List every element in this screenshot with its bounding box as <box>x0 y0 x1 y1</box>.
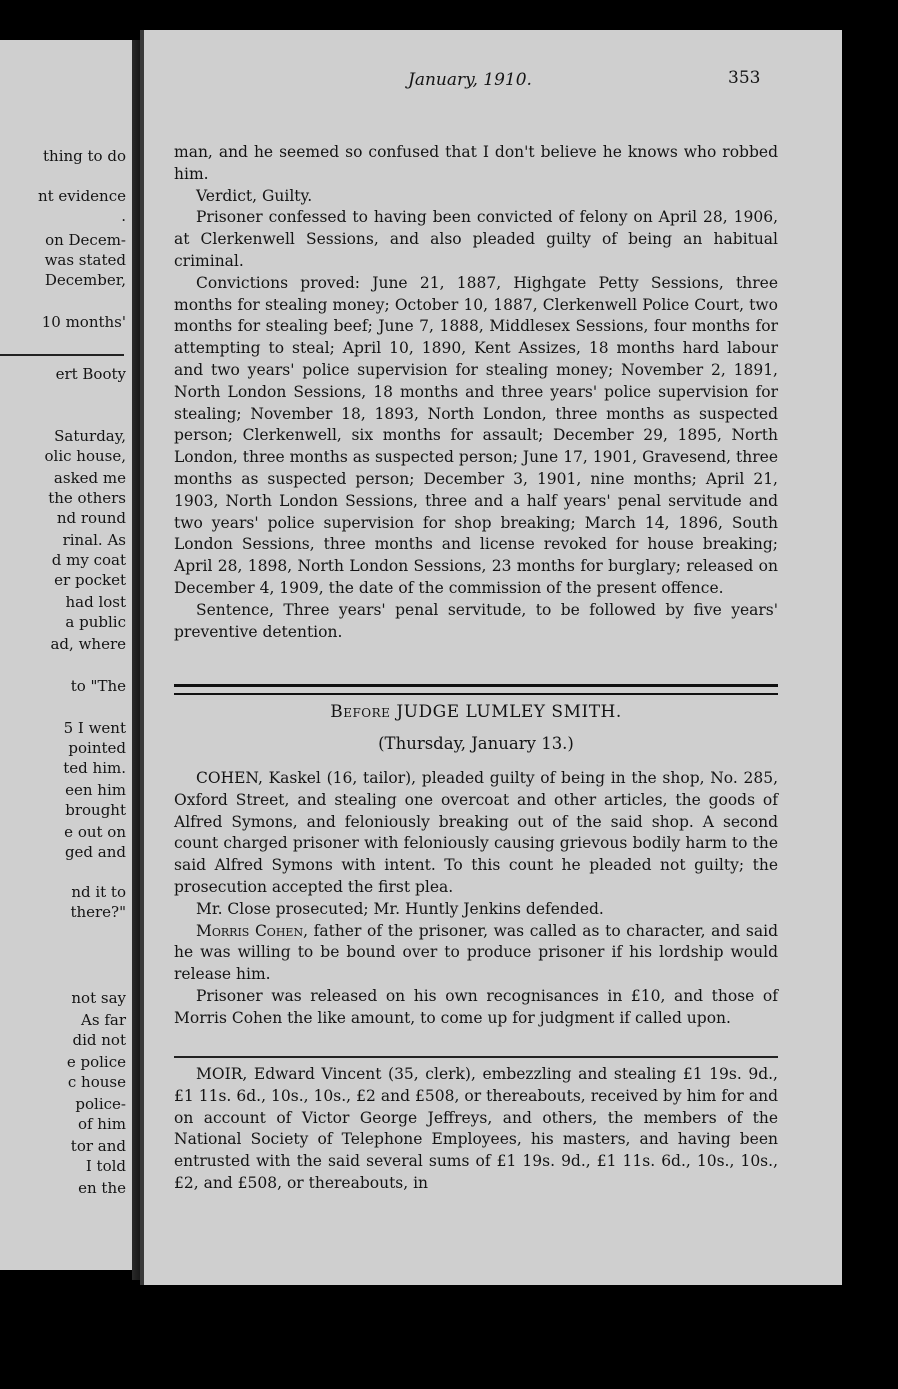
confession-paragraph: Prisoner confessed to having been convicted of felony on April 28, 1906, at Clerkenwell Sessions, and also pleaded guilty of being an habitual criminal. <box>174 208 778 270</box>
left-fragment: had lost <box>65 593 126 611</box>
cohen-case-block <box>174 768 778 1030</box>
left-fragment: pointed <box>68 739 126 757</box>
left-fragment: thing to do <box>43 147 126 165</box>
left-fragment: e police <box>66 1053 126 1071</box>
left-fragment: ted him. <box>63 759 126 777</box>
left-fragment: ged and <box>64 843 126 861</box>
section-divider <box>174 684 778 695</box>
left-fragment: not say <box>71 989 126 1007</box>
page-number: 353 <box>728 68 761 88</box>
left-fragment: tor and <box>70 1137 126 1155</box>
judge-heading-before: Before <box>330 702 391 722</box>
left-fragment: police- <box>75 1095 126 1113</box>
left-fragment: the others <box>48 489 126 507</box>
witness-text: , father of the prisoner, was called as to character, and said he was willing to be bound over to produce prisoner if his lordship would release him. <box>174 921 778 984</box>
left-facing-page <box>0 40 132 1270</box>
left-fragment: on Decem- <box>45 231 126 249</box>
left-fragment: of him <box>77 1115 126 1133</box>
cohen-counsel: Mr. Close prosecuted; Mr. Huntly Jenkins defended. <box>196 899 604 918</box>
left-fragment: . <box>121 207 126 225</box>
left-fragment: there?" <box>70 903 126 921</box>
left-fragment: nt evidence <box>37 187 126 205</box>
case-divider <box>174 1056 778 1058</box>
left-fragment: was stated <box>44 251 126 269</box>
cohen-witness <box>174 921 778 986</box>
moir-charge: MOIR, Edward Vincent (35, clerk), embezzling and stealing £1 19s. 9d., £1 11s. 6d., 10s., 10s., £2 and £508, or thereabouts, received by him for and on account of Victor George Jeffreys, and others, the members of the National Society of Telephone Employees, his masters, and having been entrusted with the said several sums of £1 19s. 9d., £1 11s. 6d., 10s., 10s., £2, and £508, or thereabouts, in <box>174 1065 778 1192</box>
left-fragment: did not <box>72 1031 126 1049</box>
left-rule <box>0 354 124 356</box>
left-fragment: d my coat <box>51 551 126 569</box>
left-fragment: Saturday, <box>54 427 126 445</box>
verdict: Verdict, Guilty. <box>196 186 313 205</box>
sentence-paragraph: Sentence, Three years' penal servitude, to be followed by five years' preventive detention. <box>174 600 778 641</box>
moir-case-block <box>174 1064 778 1195</box>
left-fragment: to "The <box>70 677 126 695</box>
left-fragment: 10 months' <box>41 313 126 331</box>
continued-paragraph: man, and he seemed so confused that I don't believe he knows who robbed him. <box>174 143 778 183</box>
witness-name: Morris Cohen <box>196 921 304 940</box>
left-fragment: 5 I went <box>63 719 126 737</box>
left-fragment: a public <box>65 613 126 631</box>
left-fragment: e out on <box>64 823 126 841</box>
left-fragment: December, <box>44 271 126 289</box>
cohen-charge: COHEN, Kaskel (16, tailor), pleaded guilty of being in the shop, No. 285, Oxford Street, and stealing one overcoat and other articles, the goods of Alfred Symons, and feloniously breaking out of the said shop. A second count charged prisoner with feloniously causing grievous bodily harm to the said Alfred Symons with intent. To this count he pleaded not guilty; the prosecution accepted the first plea. <box>174 769 778 896</box>
left-fragment: I told <box>85 1157 126 1175</box>
convictions-paragraph: Convictions proved: June 21, 1887, Highgate Petty Sessions, three months for stealing money; October 10, 1887, Clerkenwell Police Court, two months for stealing beef; June 7, 1888, Middlesex Sessions, four months for attempting to steal; April 10, 1890, Kent Assizes, 18 months hard labour and two years' police supervision for stealing money; November 2, 1891, North London Sessions, 18 months and three years' police supervision for stealing; November 18, 1893, North London, three months as suspected person; Clerkenwell, six months for assault; December 29, 1895, North London, three months as suspected person; June 17, 1901, Gravesend, three months as suspected person; December 3, 1901, nine months; April 21, 1903, North London Sessions, three and a half years' penal servitude and two years' police supervision for shop breaking; March 14, 1896, South London Sessions, three months and license revoked for house breaking; April 28, 1898, North London Sessions, 23 months for burglary; released on December 4, 1909, the date of the commission of the present offence. <box>174 273 778 597</box>
left-fragment: rinal. As <box>62 531 126 549</box>
first-case-block <box>174 142 778 643</box>
judge-heading <box>174 702 778 722</box>
left-fragment: olic house, <box>44 447 126 465</box>
left-fragment: er pocket <box>54 571 126 589</box>
left-fragment: ad, where <box>50 635 126 653</box>
left-fragment: As far <box>81 1011 126 1029</box>
left-fragment: en the <box>78 1179 126 1197</box>
left-fragment: asked me <box>53 469 126 487</box>
left-fragment: brought <box>65 801 126 819</box>
left-fragment: een him <box>65 781 126 799</box>
cohen-outcome: Prisoner was released on his own recognisances in £10, and those of Morris Cohen the like amount, to come up for judgment if called upon. <box>174 986 778 1027</box>
date-heading: (Thursday, January 13.) <box>378 734 574 753</box>
left-fragment: c house <box>67 1073 126 1091</box>
running-head: January, 1910. <box>408 70 532 90</box>
left-fragment: ert Booty <box>55 365 126 383</box>
judge-heading-name: JUDGE LUMLEY SMITH. <box>396 702 622 722</box>
left-fragment: nd it to <box>71 883 126 901</box>
left-fragment: nd round <box>56 509 126 527</box>
